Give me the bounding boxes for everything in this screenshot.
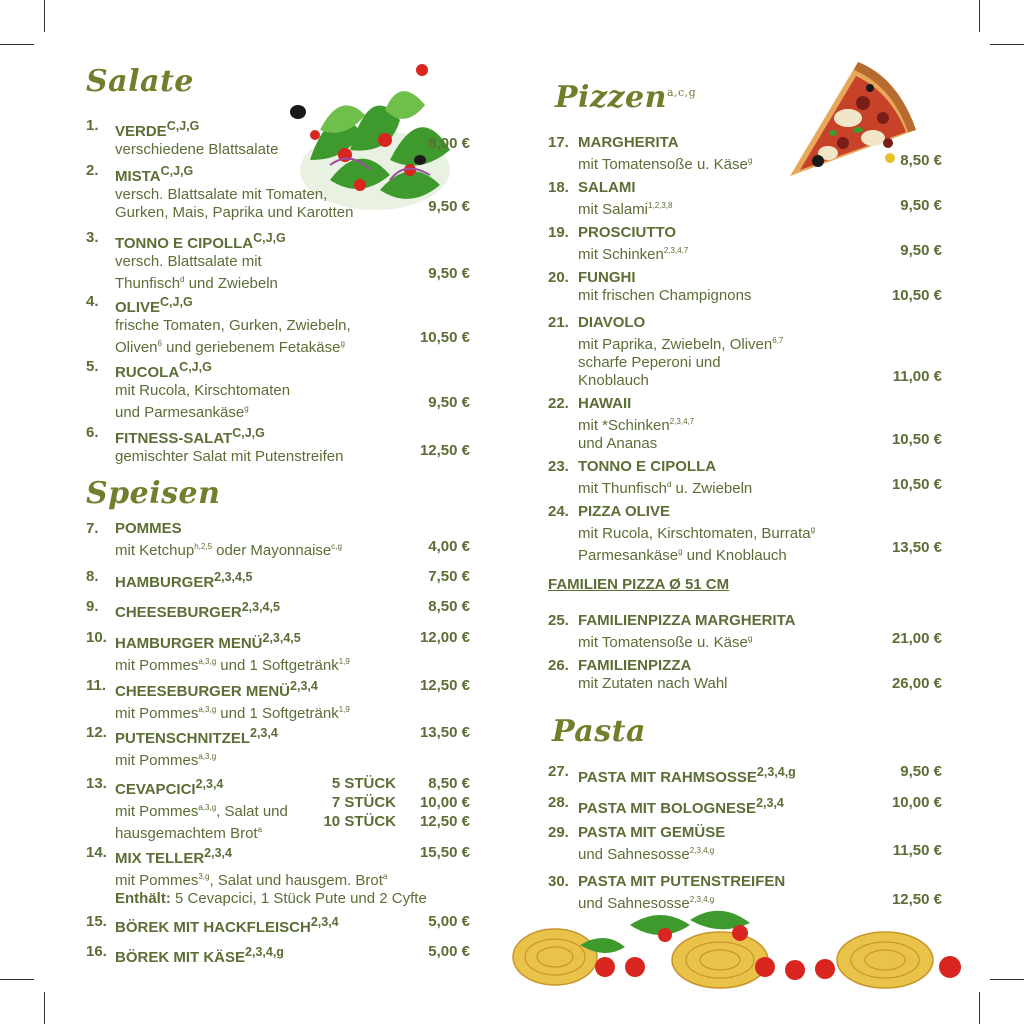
- size-option: 5 STÜCK: [331, 775, 396, 792]
- pasta-nests-image: [510, 905, 970, 990]
- item-description-text: mit Salami: [578, 201, 649, 218]
- item-number: 9.: [86, 598, 99, 615]
- item-allergens: C,J,G: [253, 231, 286, 245]
- item-description: [115, 448, 470, 466]
- item-price: 5,00 €: [428, 913, 470, 930]
- item-allergens: C,J,G: [166, 119, 200, 133]
- item-price: 12,50 €: [419, 442, 470, 459]
- item-allergens: C,J,G: [232, 426, 265, 440]
- item-price: 5,00 €: [428, 943, 470, 960]
- item-description: [578, 242, 942, 264]
- size-options: [323, 775, 396, 832]
- item-name: TONNO E CIPOLLA: [578, 458, 717, 475]
- item-name-line: [115, 229, 470, 253]
- item-name: TONNO E CIPOLLA: [115, 235, 254, 252]
- item-body: [578, 269, 942, 305]
- item-body: [115, 629, 470, 675]
- item-allergens: 1,9: [338, 657, 350, 666]
- item-body: [115, 229, 470, 293]
- item-allergens: 1,9: [338, 705, 350, 714]
- item-description-text: versch. Blattsalate mit Tomaten,: [115, 186, 328, 203]
- item-description-text: verschiedene Blattsalate: [115, 141, 279, 158]
- item-description-text: mit Paprika, Zwiebeln, Oliven: [578, 336, 773, 353]
- item-description-text: und geriebenem Fetakäse: [161, 339, 341, 356]
- item-body: [578, 657, 942, 693]
- item-name-line: [578, 612, 942, 630]
- item-description-text: und Knoblauch: [682, 547, 787, 564]
- item-allergens: 2,3,4,5: [241, 600, 280, 614]
- contents-text: 5 Cevapcici, 1 Stück Pute und 2 Cyfte: [170, 890, 427, 907]
- item-description: [115, 317, 470, 335]
- item-body: [578, 824, 942, 864]
- item-price: 13,50 €: [419, 724, 470, 741]
- item-name: BÖREK MIT KÄSE: [115, 949, 246, 966]
- item-name: FITNESS-SALAT: [115, 430, 233, 447]
- item-description: [115, 653, 470, 675]
- item-number: 23.: [548, 458, 569, 475]
- item-description: [115, 701, 470, 723]
- item-description-text: und Zwiebeln: [184, 275, 278, 292]
- item-name: PUTENSCHNITZEL: [115, 730, 250, 747]
- item-description-text: frische Tomaten, Gurken, Zwiebeln,: [115, 317, 351, 334]
- item-name: SALAMI: [578, 179, 636, 196]
- item-description-text: und Parmesankäse: [115, 404, 245, 421]
- item-name-line: [578, 824, 942, 842]
- item-number: 2.: [86, 162, 99, 179]
- item-price: 8,50 €: [428, 775, 470, 792]
- item-allergens: a,3,g: [198, 657, 217, 666]
- item-name: CEVAPCICI: [115, 781, 196, 798]
- item-description-text: und 1 Softgetränk: [216, 657, 339, 674]
- item-description-text: hausgemachtem Brot: [115, 825, 258, 842]
- item-name-line: [578, 314, 942, 332]
- item-description: [578, 476, 942, 498]
- item-name: RUCOLA: [115, 364, 180, 381]
- item-description-text: mit Pommes: [115, 872, 199, 889]
- item-number: 16.: [86, 943, 107, 960]
- item-name-line: [115, 629, 470, 653]
- item-description-text: mit Schinken: [578, 246, 664, 263]
- crop-mark: [0, 44, 34, 45]
- item-body: [578, 395, 942, 453]
- item-body: [115, 677, 470, 723]
- item-name-line: [115, 520, 470, 538]
- item-price: 10,00 €: [419, 794, 470, 811]
- item-allergens: 2,3,4: [756, 796, 784, 810]
- item-number: 6.: [86, 424, 99, 441]
- item-body: [578, 794, 942, 818]
- item-allergens: 2,3,4: [290, 679, 318, 693]
- item-price: 10,50 €: [891, 431, 942, 448]
- crop-mark: [990, 44, 1024, 45]
- crop-mark: [44, 992, 45, 1024]
- item-allergens: g: [810, 525, 816, 534]
- item-number: 19.: [548, 224, 569, 241]
- item-name-line: [578, 395, 942, 413]
- item-name-line: [578, 134, 942, 152]
- item-body: [115, 162, 470, 222]
- item-allergens: 3,g: [198, 872, 210, 881]
- item-name-line: [115, 568, 470, 592]
- item-allergens: 2,3,4,g: [689, 846, 715, 855]
- item-body: [578, 763, 942, 787]
- item-description-text: mit Pommes: [115, 705, 199, 722]
- item-price: 12,50 €: [891, 891, 942, 908]
- item-number: 27.: [548, 763, 569, 780]
- item-name: FUNGHI: [578, 269, 636, 286]
- item-body: [115, 424, 470, 466]
- item-description: [578, 630, 942, 652]
- crop-mark: [979, 992, 980, 1024]
- item-allergens: 2,3,4,g: [689, 895, 715, 904]
- item-name-line: [115, 913, 470, 937]
- item-name-line: [115, 724, 470, 748]
- item-price: 12,50 €: [419, 813, 470, 830]
- item-allergens: g: [678, 547, 683, 556]
- item-description-text: Oliven: [115, 339, 158, 356]
- item-allergens: g: [747, 156, 753, 165]
- item-number: 4.: [86, 293, 99, 310]
- item-name: CHEESEBURGER: [115, 604, 242, 621]
- item-number: 10.: [86, 629, 107, 646]
- item-description-text: mit Thunfisch: [578, 480, 667, 497]
- item-description-text: oder Mayonnaise: [212, 542, 332, 559]
- item-name-line: [578, 794, 942, 818]
- item-description: [578, 521, 942, 543]
- item-price: 10,00 €: [891, 794, 942, 811]
- item-name-line: [115, 677, 470, 701]
- item-name: VERDE: [115, 123, 167, 140]
- item-name: PASTA MIT RAHMSOSSE: [578, 769, 757, 786]
- item-description: [115, 400, 470, 422]
- item-description: [115, 186, 470, 204]
- item-price: 8,50 €: [900, 152, 942, 169]
- item-number: 25.: [548, 612, 569, 629]
- item-price: 7,50 €: [428, 568, 470, 585]
- item-allergens: 2,3,4: [195, 777, 224, 791]
- item-price: 9,50 €: [900, 763, 942, 780]
- item-description: [578, 675, 942, 693]
- item-price: 13,50 €: [891, 539, 942, 556]
- item-allergens: C,J,G: [160, 164, 194, 178]
- item-allergens: 2,3,4,7: [669, 417, 695, 426]
- item-body: [578, 179, 942, 219]
- item-number: 24.: [548, 503, 569, 520]
- item-price: 21,00 €: [891, 630, 942, 647]
- item-allergens: 6: [157, 339, 162, 348]
- item-description: [578, 372, 942, 390]
- crop-mark: [990, 979, 1024, 980]
- item-description-text: mit frischen Champignons: [578, 287, 752, 304]
- item-number: 30.: [548, 873, 569, 890]
- item-allergens: a,3,g: [198, 752, 217, 761]
- item-price: 26,00 €: [891, 675, 942, 692]
- item-allergens: a,3,g: [198, 803, 217, 812]
- item-allergens: 6,7: [772, 336, 784, 345]
- item-price: 11,50 €: [892, 842, 942, 859]
- item-description-text: gemischter Salat mit Putenstreifen: [115, 448, 344, 465]
- pizzen-title: Pizzen$^{a,c,g}$: [555, 80, 697, 115]
- item-name: HAMBURGER MENÜ: [115, 635, 263, 652]
- size-option: 10 STÜCK: [323, 813, 396, 830]
- item-description-text: , Salat und hausgem. Brot: [209, 872, 383, 889]
- item-name-line: [115, 775, 470, 799]
- speisen-title: Speisen: [86, 476, 221, 511]
- item-number: 5.: [86, 358, 99, 375]
- item-allergens: g: [340, 339, 345, 348]
- item-body: [115, 943, 470, 967]
- item-price: 10,50 €: [891, 476, 942, 493]
- item-name: CHEESEBURGER MENÜ: [115, 683, 291, 700]
- item-body: [578, 458, 942, 498]
- item-name: PIZZA OLIVE: [578, 503, 670, 520]
- item-price: 8,50 €: [428, 598, 470, 615]
- item-allergens: g: [244, 404, 249, 413]
- item-description: [115, 335, 470, 357]
- item-number: 13.: [86, 775, 107, 792]
- item-name-line: [578, 503, 942, 521]
- item-description-text: und Sahnesosse: [578, 895, 690, 912]
- item-allergens: g: [747, 634, 753, 643]
- item-price: 15,50 €: [419, 844, 470, 861]
- item-name: PROSCIUTTO: [578, 224, 677, 241]
- item-name-line: [115, 943, 470, 967]
- item-name-line: [578, 179, 942, 197]
- size-option: 7 STÜCK: [331, 794, 396, 811]
- item-name: PASTA MIT PUTENSTREIFEN: [578, 873, 786, 890]
- item-allergens: 2,3,4: [204, 846, 232, 860]
- item-number: 15.: [86, 913, 107, 930]
- item-description: [578, 435, 942, 453]
- item-name: PASTA MIT BOLOGNESE: [578, 800, 757, 817]
- item-body: [578, 873, 942, 913]
- item-description-text: scharfe Peperoni und: [578, 354, 721, 371]
- item-description: [578, 543, 942, 565]
- item-description-text: mit Tomatensoße u. Käse: [578, 634, 748, 651]
- item-allergens: 2,3,4,5: [262, 631, 301, 645]
- item-price: 12,50 €: [419, 677, 470, 694]
- item-description: [578, 413, 942, 435]
- item-description-text: mit Pommes: [115, 803, 199, 820]
- item-name-line: [115, 424, 470, 448]
- item-description: [115, 382, 470, 400]
- item-body: [115, 117, 470, 159]
- item-name: OLIVE: [115, 299, 161, 316]
- item-description-text: mit Pommes: [115, 752, 199, 769]
- item-number: 7.: [86, 520, 99, 537]
- item-body: [115, 568, 470, 592]
- item-name: MIX TELLER: [115, 850, 205, 867]
- item-description-text: Knoblauch: [578, 372, 649, 389]
- item-allergens: 2,3,4,5: [214, 570, 253, 584]
- item-name: PASTA MIT GEMÜSE: [578, 824, 726, 841]
- item-price: 4,00 €: [428, 538, 470, 555]
- item-allergens: a: [382, 872, 388, 881]
- item-allergens: C,J,G: [179, 360, 212, 374]
- item-allergens: 2,3,4,g: [756, 765, 796, 779]
- item-price: 11,00 €: [892, 368, 942, 385]
- item-name: BÖREK MIT HACKFLEISCH: [115, 919, 311, 936]
- item-allergens: a,3,g: [198, 705, 217, 714]
- item-allergens: h,2,5: [194, 542, 213, 551]
- item-description: [578, 842, 942, 864]
- item-body: [115, 913, 470, 937]
- item-name: FAMILIENPIZZA MARGHERITA: [578, 612, 796, 629]
- item-name-line: [115, 358, 470, 382]
- item-price: 9,50 €: [428, 394, 470, 411]
- item-contents: [115, 890, 470, 908]
- item-body: [578, 134, 942, 174]
- item-name-line: [578, 873, 942, 891]
- item-body: [578, 503, 942, 565]
- crop-mark: [979, 0, 980, 32]
- item-description-text: Gurken, Mais, Paprika und Karotten: [115, 204, 354, 221]
- item-number: 28.: [548, 794, 569, 811]
- item-body: [115, 598, 470, 622]
- item-body: [115, 520, 470, 560]
- item-description: [578, 152, 942, 174]
- item-number: 17.: [548, 134, 569, 151]
- crop-mark: [44, 0, 45, 32]
- item-name-line: [115, 598, 470, 622]
- item-allergens: c,g: [331, 542, 342, 551]
- item-number: 3.: [86, 229, 99, 246]
- item-price: 9,50 €: [900, 197, 942, 214]
- item-description-text: mit Pommes: [115, 657, 199, 674]
- item-description-text: mit Zutaten nach Wahl: [578, 675, 728, 692]
- salate-title: Salate: [86, 64, 194, 99]
- item-number: 22.: [548, 395, 569, 412]
- item-name-line: [578, 458, 942, 476]
- item-description: [115, 799, 470, 821]
- item-number: 1.: [86, 117, 99, 134]
- item-number: 12.: [86, 724, 107, 741]
- item-name-line: [115, 844, 470, 868]
- item-description: [115, 253, 470, 271]
- item-allergens: 2,3,4,7: [663, 246, 689, 255]
- item-description: [578, 332, 942, 354]
- item-number: 21.: [548, 314, 569, 331]
- item-allergens: C,J,G: [160, 295, 193, 309]
- item-description-text: mit Rucola, Kirschtomaten, Burrata: [578, 525, 811, 542]
- item-name: POMMES: [115, 520, 182, 537]
- item-body: [578, 314, 942, 390]
- item-name-line: [578, 763, 942, 787]
- item-allergens: d: [666, 480, 672, 489]
- item-price: 9,50 €: [900, 242, 942, 259]
- item-description-text: mit Rucola, Kirschtomaten: [115, 382, 291, 399]
- item-allergens: 2,3,4,g: [245, 945, 284, 959]
- item-price: 10,50 €: [419, 329, 470, 346]
- pasta-title: Pasta: [552, 714, 646, 749]
- item-body: [115, 844, 470, 908]
- item-name-line: [578, 657, 942, 675]
- item-body: [115, 775, 470, 843]
- item-allergens: a: [257, 825, 263, 834]
- item-name-line: [115, 293, 470, 317]
- item-name: DIAVOLO: [578, 314, 646, 331]
- item-description: [115, 204, 470, 222]
- item-number: 14.: [86, 844, 107, 861]
- item-description: [578, 287, 942, 305]
- item-price: 10,50 €: [891, 287, 942, 304]
- item-number: 29.: [548, 824, 569, 841]
- item-number: 26.: [548, 657, 569, 674]
- item-number: 18.: [548, 179, 569, 196]
- item-description: [578, 197, 942, 219]
- item-body: [578, 224, 942, 264]
- item-description-text: mit Tomatensoße u. Käse: [578, 156, 748, 173]
- item-number: 8.: [86, 568, 99, 585]
- item-description-text: versch. Blattsalate mit: [115, 253, 262, 270]
- item-name: MARGHERITA: [578, 134, 679, 151]
- family-pizza-heading: FAMILIEN PIZZA Ø 51 CM: [548, 576, 730, 593]
- item-description: [115, 868, 470, 890]
- item-description: [578, 891, 942, 913]
- item-body: [115, 358, 470, 422]
- item-price: 8,00 €: [428, 135, 470, 152]
- pizzen-allergens: a,c,g: [666, 86, 697, 99]
- item-name: HAMBURGER: [115, 574, 215, 591]
- item-description-text: u. Zwiebeln: [671, 480, 753, 497]
- item-description-text: Parmesankäse: [578, 547, 679, 564]
- item-description-text: mit Ketchup: [115, 542, 195, 559]
- item-description-text: Thunfisch: [115, 275, 181, 292]
- item-allergens: 2,3,4: [310, 915, 339, 929]
- contents-label: Enthält:: [115, 890, 171, 907]
- item-body: [578, 612, 942, 652]
- item-description: [115, 538, 470, 560]
- item-allergens: 2,3,4: [250, 726, 278, 740]
- item-name-line: [115, 162, 470, 186]
- item-description-text: und 1 Softgetränk: [216, 705, 339, 722]
- item-description: [115, 821, 470, 843]
- item-name-line: [115, 117, 470, 141]
- item-body: [115, 293, 470, 357]
- item-description-text: mit *Schinken: [578, 417, 670, 434]
- item-name-line: [578, 224, 942, 242]
- item-description: [115, 271, 470, 293]
- item-description: [115, 748, 470, 770]
- item-name: FAMILIENPIZZA: [578, 657, 692, 674]
- item-description-text: und Sahnesosse: [578, 846, 690, 863]
- item-description-text: , Salat und: [216, 803, 288, 820]
- item-allergens: d: [180, 275, 185, 284]
- item-description-text: und Ananas: [578, 435, 658, 452]
- size-prices: [420, 775, 470, 832]
- item-name: MISTA: [115, 168, 161, 185]
- item-price: 9,50 €: [428, 198, 470, 215]
- item-body: [115, 724, 470, 770]
- item-allergens: 1,2,3,8: [648, 201, 673, 210]
- item-number: 20.: [548, 269, 569, 286]
- item-description: [578, 354, 942, 372]
- item-price: 12,00 €: [419, 629, 470, 646]
- item-name-line: [578, 269, 942, 287]
- crop-mark: [0, 979, 34, 980]
- item-name: HAWAII: [578, 395, 632, 412]
- item-number: 11.: [86, 677, 107, 694]
- item-price: 9,50 €: [428, 265, 470, 282]
- item-description: [115, 141, 470, 159]
